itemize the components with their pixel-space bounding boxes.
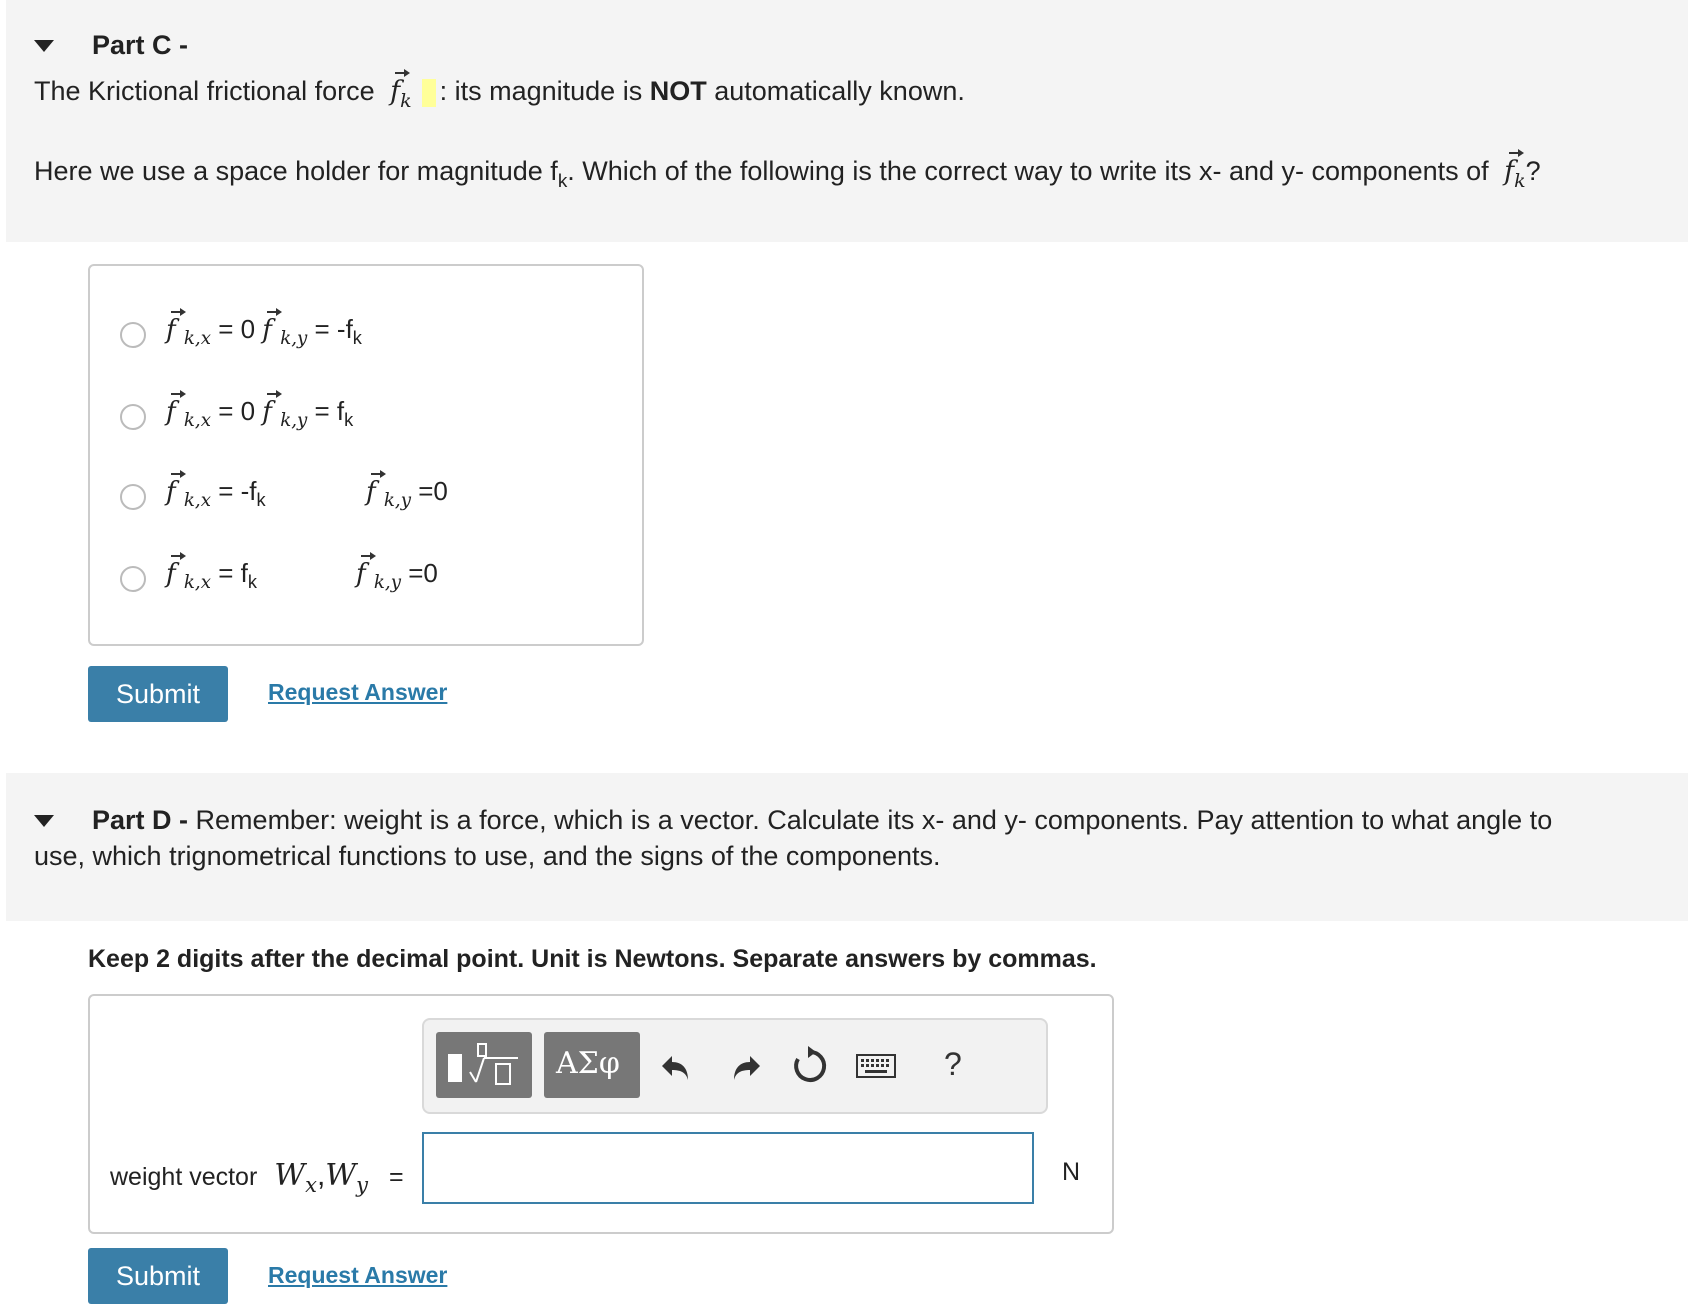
choice-option-1[interactable] [120,314,620,354]
submit-button-part-d[interactable]: Submit [88,1248,228,1304]
request-answer-link-part-c[interactable]: Request Answer [268,679,448,705]
answer-box [88,994,1114,1234]
choice-expression-x: f $_{k,x} = -f_k$ [166,476,266,512]
radio-button[interactable] [120,484,146,510]
part-d-text-line2: use, which trignometrical functions to use, and the signs of the components. [34,841,941,871]
part-c-header [6,0,1688,242]
part-d-text-line1: Part D - Remember: weight is a force, which is a vector. Calculate its x- and y- components. Pay attention to what angle to [92,805,1553,835]
templates-button[interactable] [436,1032,532,1098]
radio-button[interactable] [120,566,146,592]
collapse-triangle-icon[interactable] [34,40,54,52]
choice-expression-x: f $_{k,x} = f_k$ [166,558,257,594]
help-icon[interactable]: ? [944,1046,962,1082]
choice-expression-y: f $_{k,y}$ =0 [356,558,438,594]
unit-label: N [1062,1158,1081,1186]
collapse-triangle-icon[interactable] [34,815,54,827]
part-d-header [6,773,1688,921]
highlight-marker [422,79,436,107]
multiple-choice-box [88,264,644,646]
choice-expression-y: f $_{k,y}$ =0 [366,476,448,512]
choice-option-2[interactable] [120,396,620,436]
reset-icon[interactable] [790,1046,830,1086]
undo-icon[interactable] [658,1050,694,1086]
radio-button[interactable] [120,404,146,430]
part-c-question-line1: The Krictional frictional force $f_k$ : its magnitude is NOT automatically known. [34,76,965,112]
answer-instruction: Keep 2 digits after the decimal point. Unit is Newtons. Separate answers by commas. [88,945,1097,973]
vector-fk-symbol: $f_k$ [390,76,412,112]
submit-button-part-c[interactable]: Submit [88,666,228,722]
choice-expression: f $_{k,x}$ = 0 f $_{k,y} = f_k$ [166,396,354,432]
weight-vector-input[interactable] [422,1132,1034,1204]
greek-symbols-button[interactable]: ΑΣφ [544,1032,640,1098]
redo-icon[interactable] [728,1050,764,1086]
math-toolbar [422,1018,1048,1114]
input-label: weight vector $W_x,W_y$ = [110,1158,404,1198]
vector-fk-symbol: $f_k$ [1504,156,1526,192]
radio-button[interactable] [120,322,146,348]
choice-option-4[interactable] [120,558,620,598]
part-c-question-line2: Here we use a space holder for magnitude $f_k$. Which of the following is the correct way to write its x- and y- components of $f_k$? [34,156,1541,192]
part-c-title: Part C - [92,30,189,60]
keyboard-icon[interactable] [856,1054,896,1078]
choice-expression: f $_{k,x}$ = 0 f $_{k,y} = -f_k$ [166,314,362,350]
request-answer-link-part-d[interactable]: Request Answer [268,1262,448,1288]
choice-option-3[interactable] [120,476,620,516]
